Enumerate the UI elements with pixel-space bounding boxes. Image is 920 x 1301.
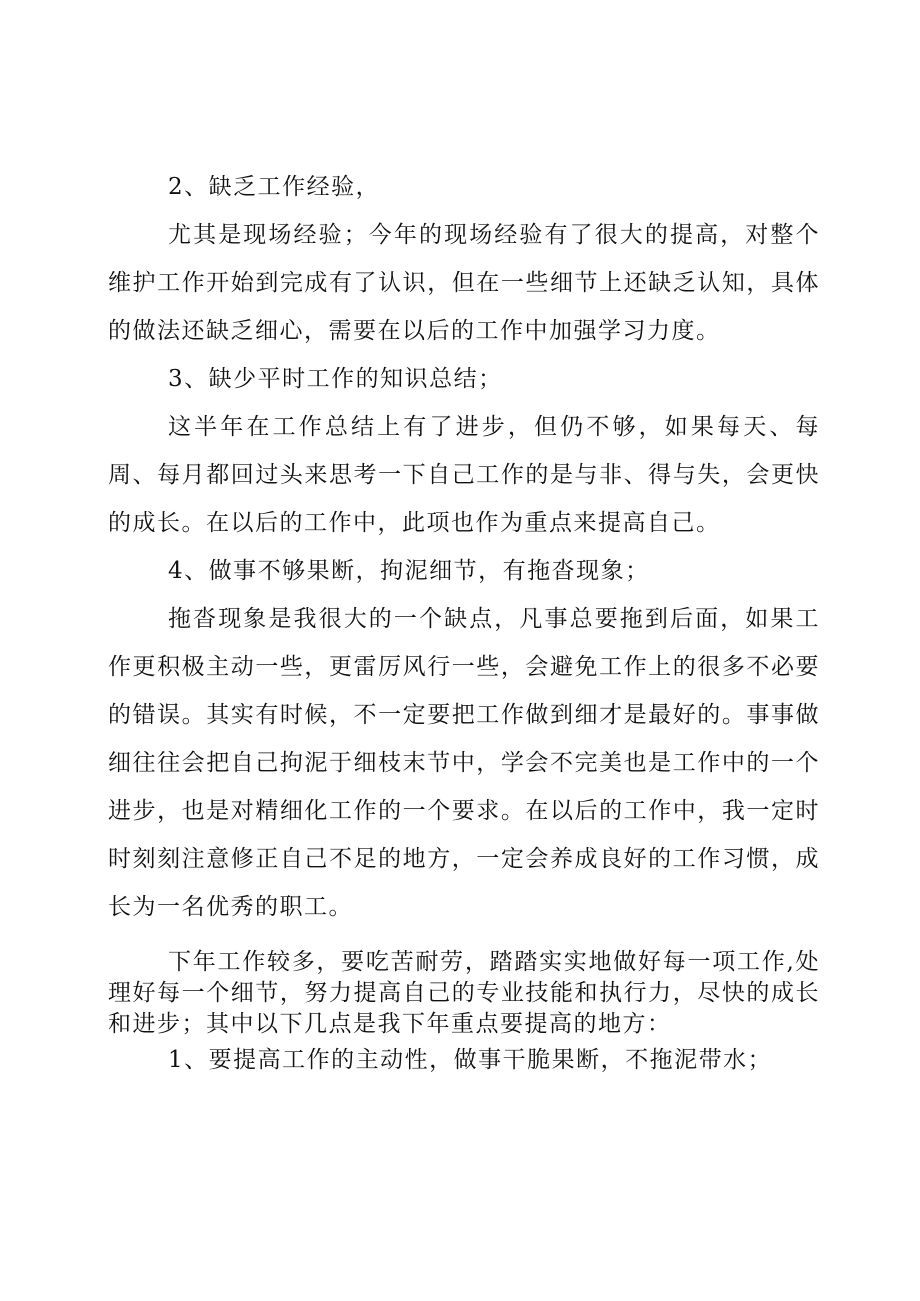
paragraph-work-summary: 这半年在工作总结上有了进步，但仍不够，如果每天、每周、每月都回过头来思考一下自己工作的是与非、得与失，会更快的成长。在以后的工作中，此项也作为重点来提高自己。 <box>108 414 820 536</box>
heading-indecisive: 4、做事不够果断，拘泥细节，有拖沓现象； <box>168 558 650 584</box>
paragraph-field-experience: 尤其是现场经验；今年的现场经验有了很大的提高，对整个维护工作开始到完成有了认识，但在一些细节上还缺乏认知，具体的做法还缺乏细心，需要在以后的工作中加强学习力度。 <box>108 222 820 344</box>
paragraph-next-year-plan: 下年工作较多，要吃苦耐劳，踏踏实实地做好每一项工作,处理好每一个细节，努力提高自己的专业技能和执行力，尽快的成长和进步；其中以下几点是我下年重点要提高的地方： <box>108 949 820 1037</box>
heading-improve-initiative: 1、要提高工作的主动性，做事干脆果断，不拖泥带水； <box>168 1047 773 1073</box>
heading-lack-summary: 3、缺少平时工作的知识总结； <box>168 366 503 392</box>
paragraph-procrastination: 拖沓现象是我很大的一个缺点，凡事总要拖到后面，如果工作更积极主动一些，更雷厉风行一些，会避免工作上的很多不必要的错误。其实有时候，不一定要把工作做到细才是最好的。事事做细往往会把自己拘泥于细枝末节中，学会不完美也是工作中的一个进步，也是对精细化工作的一个要求。在以后的工作中，我一定时时刻刻注意修正自己不足的地方，一定会养成良好的工作习惯，成长为一名优秀的职工。 <box>108 606 820 920</box>
heading-lack-experience: 2、缺乏工作经验， <box>168 174 381 200</box>
